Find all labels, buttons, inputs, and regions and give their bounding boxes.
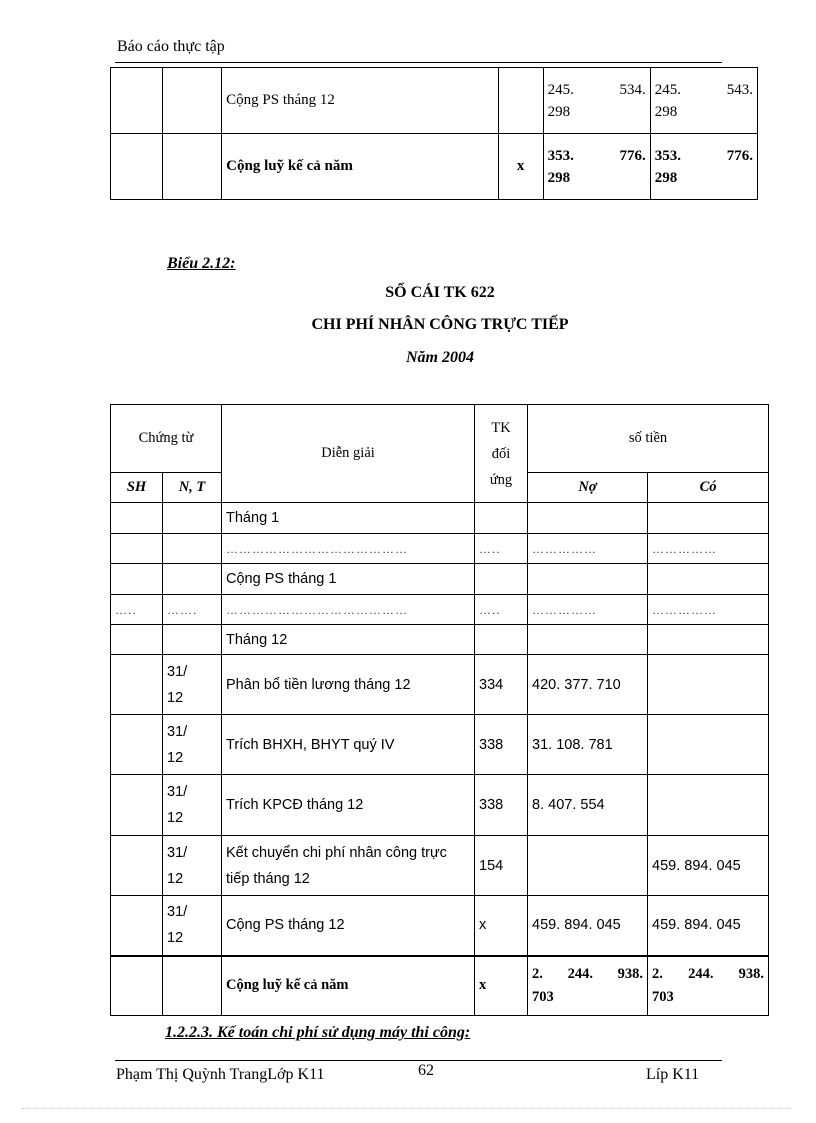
header-so-tien: số tiền — [528, 405, 769, 473]
row-account: x — [498, 134, 543, 200]
figure-caption: Biểu 2.12: — [167, 255, 236, 272]
table-row — [111, 564, 769, 595]
row-date: 31/ 12 — [163, 715, 222, 775]
table-row — [111, 68, 758, 134]
row-description: …………………………………… — [222, 534, 475, 564]
table-row: 31/ 12 Cộng PS tháng 12 x 459. 894. 045 459. 894. 045 — [111, 896, 769, 956]
row-date: 31/ 12 — [163, 655, 222, 715]
header-no: Nợ — [528, 473, 648, 503]
total-debit: 2. 244. 938. 703 — [528, 956, 648, 1016]
footer-author: Phạm Thị Quỳnh TrangLớp K11 — [116, 1066, 325, 1083]
header-row — [111, 405, 769, 473]
ledger-table — [110, 404, 769, 1016]
header-rule — [115, 62, 722, 63]
footer-rule — [115, 1060, 722, 1061]
row-description: Tháng 1 — [222, 503, 475, 534]
row-description: Cộng PS tháng 12 — [222, 68, 498, 134]
row-date: 31/ 12 — [163, 775, 222, 836]
header-chung-tu: Chứng từ — [111, 405, 222, 473]
header-co: Có — [648, 473, 769, 503]
total-description: Cộng luỹ kế cả năm — [222, 956, 475, 1016]
row-date: 31/ 12 — [163, 836, 222, 896]
page-number: 62 — [418, 1062, 434, 1079]
footer-class: Líp K11 — [646, 1066, 700, 1083]
ledger-subtitle: CHI PHÍ NHÂN CÔNG TRỰC TIẾP — [311, 316, 569, 333]
header-sh: SH — [111, 473, 163, 503]
section-heading: 1.2.2.3. Kế toán chi phí sử dụng máy thi công: — [165, 1024, 471, 1041]
row-description: Cộng luỹ kế cả năm — [222, 134, 498, 200]
table-row — [111, 625, 769, 655]
header-dien-giai: Diễn giải — [222, 405, 475, 503]
row-description: Trích BHXH, BHYT quý IV — [222, 715, 475, 775]
header-title: Báo cáo thực tập — [117, 38, 225, 55]
row-description: Cộng PS tháng 1 — [222, 564, 475, 595]
row-date: 31/ 12 — [163, 896, 222, 956]
table-row: 31/ 12 Trích KPCĐ tháng 12 338 8. 407. 554 — [111, 775, 769, 836]
header-tk-doi-ung: TK đối ứng — [475, 405, 528, 503]
row-description: Cộng PS tháng 12 — [222, 896, 475, 956]
row-description: Tháng 12 — [222, 625, 475, 655]
page-bottom-divider — [22, 1108, 792, 1109]
table-row: …………………………………… ….. …………… …………… — [111, 534, 769, 564]
row-description: Kết chuyển chi phí nhân công trực tiếp tháng 12 — [222, 836, 475, 896]
table-row: 31/ 12 Trích BHXH, BHYT quý IV 338 31. 108. 781 — [111, 715, 769, 775]
row-description: …………………………………… — [222, 595, 475, 625]
table-row — [111, 134, 758, 200]
credit-amount: 245. 543. 298 — [650, 68, 757, 134]
debit-amount: 245. 534. 298 — [543, 68, 650, 134]
total-account: x — [475, 956, 528, 1016]
row-description: Phân bổ tiền lương tháng 12 — [222, 655, 475, 715]
table-row: 31/ 12 Kết chuyển chi phí nhân công trực tiếp tháng 12 154 459. 894. 045 — [111, 836, 769, 896]
table-row: 31/ 12 Phân bổ tiền lương tháng 12 334 420. 377. 710 — [111, 655, 769, 715]
top-continuation-table — [110, 67, 758, 200]
table-row — [111, 503, 769, 534]
debit-amount: 353. 776. 298 — [543, 134, 650, 200]
ledger-title: SỔ CÁI TK 622 — [385, 284, 495, 301]
total-row — [111, 956, 769, 1016]
table-row: ….. ……. …………………………………… ….. …………… …………… — [111, 595, 769, 625]
header-nt: N, T — [163, 473, 222, 503]
total-credit: 2. 244. 938. 703 — [648, 956, 769, 1016]
row-description: Trích KPCĐ tháng 12 — [222, 775, 475, 836]
ledger-year: Năm 2004 — [406, 349, 474, 366]
credit-amount: 353. 776. 298 — [650, 134, 757, 200]
